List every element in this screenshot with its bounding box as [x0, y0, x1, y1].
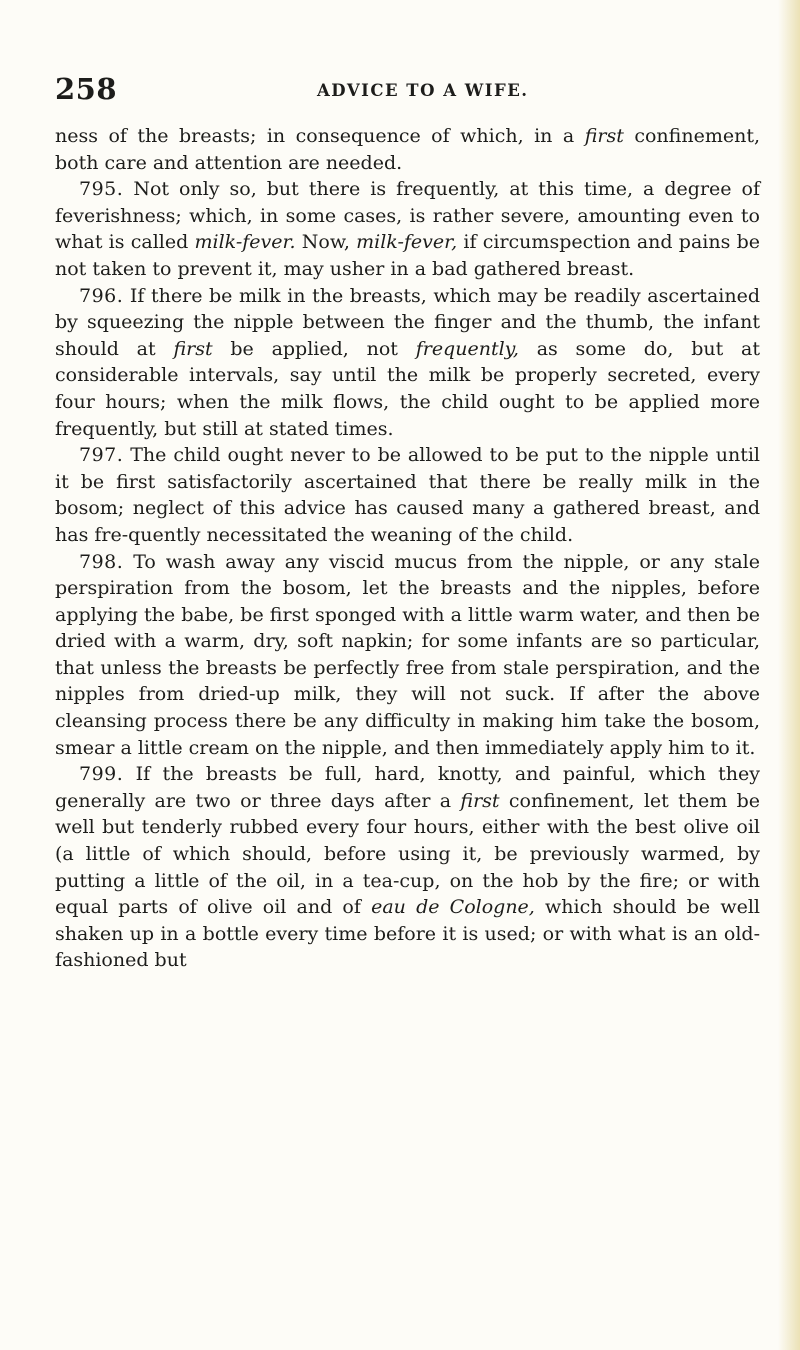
- text-run: as some do, but at considerable intervals, say until the milk be properly secreted, every four hours; when the milk flows, the child ought to be applied more frequently, but still at stated times.: [55, 337, 760, 440]
- paragraph-number: 795.: [79, 178, 124, 201]
- text-run-italic: first: [460, 789, 500, 812]
- paragraph-number: 797.: [79, 444, 124, 467]
- text-run: If the breasts be full, hard, knotty, and painful, which they generally are two or three days after a: [55, 763, 760, 812]
- page-number: 258: [55, 72, 118, 106]
- paragraph-number: 798.: [79, 550, 124, 573]
- text-run: Not only so, but there is frequently, at this time, a degree of feverishness; which, in some cases, is rather severe, amounting even to what is called: [55, 178, 760, 254]
- text-run: To wash away any viscid mucus from the nipple, or any stale perspiration from the bosom, let the breasts and the nipples, before applying the babe, be first sponged with a little warm water, and then be dried with a warm, dry, soft napkin; for some infants are so particular, that unless the breasts be perfectly free from stale perspiration, and the nipples from dried-up milk, they will not suck. If after the above cleansing process there be any difficulty in making him take the bosom, smear a little cream on the nipple, and then immediately apply him to it.: [55, 550, 760, 759]
- text-run: If there be milk in the breasts, which may be readily ascertained by squeezing the nipple between the finger and the thumb, the infant should at: [55, 284, 760, 360]
- text-run: confinement, let them be well but tenderly rubbed every four hours, either with the best olive oil (a little of which should, before using it, be previously warmed, by putting a little of the oil, in a tea-cup, on the hob by the fire; or with equal parts of olive oil and of: [55, 789, 760, 919]
- paragraph-number: 796.: [79, 284, 124, 307]
- running-head: ADVICE TO A WIFE.: [317, 81, 529, 100]
- paragraph-number: 799.: [79, 763, 124, 786]
- text-run: The child ought never to be allowed to be put to the nipple until it be first satisfactorily ascertained that there be really milk in the bosom; neglect of this advice has caused many a gathered breast, and has fre-quently necessitated the weaning of the child.: [55, 444, 760, 546]
- page-edge-shading: [778, 0, 800, 1350]
- text-run: confinement, both care and attention are needed.: [55, 125, 760, 174]
- text-run-italic: first: [173, 337, 213, 360]
- text-run: ness of the breasts; in consequence of which, in a: [55, 125, 585, 147]
- text-run-italic: eau de Cologne,: [371, 896, 535, 919]
- text-run: if circumspection and pains be not taken to prevent it, may usher in a bad gathered breast.: [55, 231, 760, 280]
- paragraph-796: [55, 283, 760, 443]
- paragraph-795: [55, 176, 760, 282]
- text-run-italic: milk-fever,: [356, 231, 458, 254]
- text-run: Now,: [295, 231, 357, 254]
- text-run-italic: frequently,: [415, 337, 519, 360]
- paragraph-798: [55, 549, 760, 762]
- text-run: be applied, not: [212, 337, 416, 360]
- text-run: which should be well shaken up in a bottle every time before it is used; or with what is an old-fashioned but: [55, 896, 760, 972]
- paragraph-797: [55, 442, 760, 548]
- paragraph-799: [55, 761, 760, 974]
- body-text: [55, 123, 760, 974]
- text-run-italic: milk-fever.: [194, 231, 296, 254]
- text-run-italic: first: [584, 125, 624, 147]
- paragraph-continued: [55, 123, 760, 176]
- page-header: [55, 72, 745, 112]
